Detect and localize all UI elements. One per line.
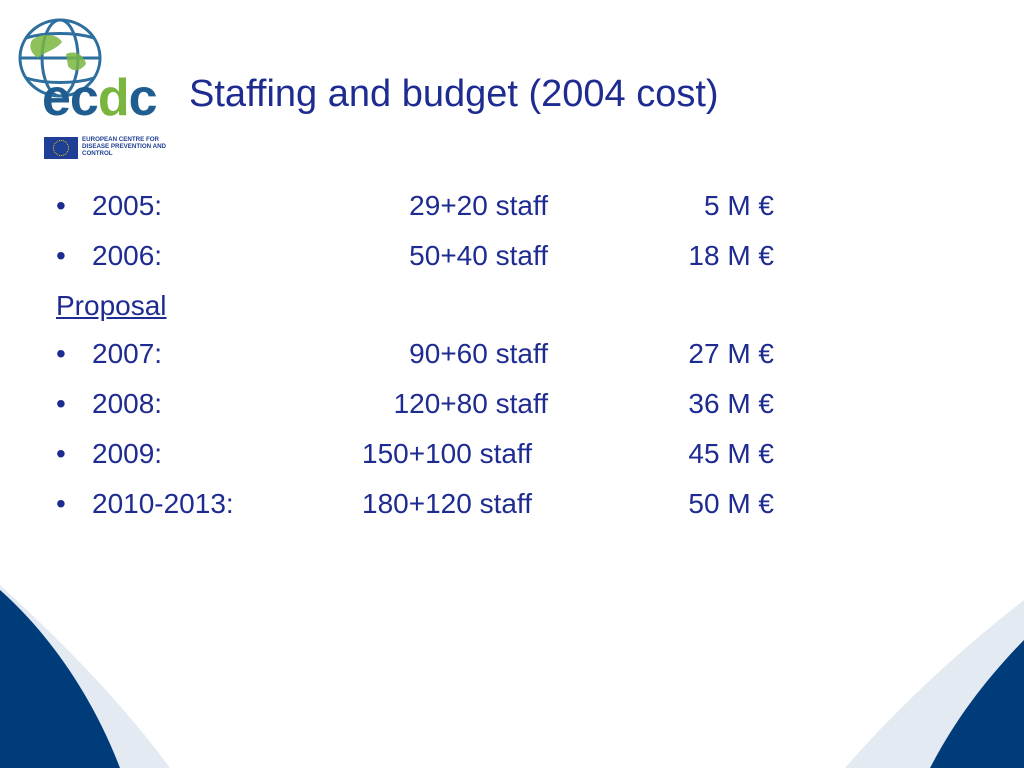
eu-flag-icon: [44, 137, 78, 159]
row-staff: 90+60 staff: [409, 338, 548, 369]
list-item: [0, 334, 1024, 374]
list-item: [0, 384, 1024, 424]
list-item: [0, 186, 1024, 226]
row-year: 2008:: [92, 388, 163, 419]
list-item: [0, 484, 1024, 524]
slide-title: Staffing and budget (2004 cost): [189, 73, 719, 115]
ecdc-logo: [10, 10, 175, 155]
bullet-glyph: •: [56, 190, 66, 221]
row-budget: 36 M €: [688, 388, 774, 419]
row-staff: 180+120 staff: [362, 488, 532, 519]
row-year: 2009:: [92, 438, 163, 469]
row-budget: 50 M €: [688, 488, 774, 519]
row-staff: 50+40 staff: [409, 240, 548, 271]
row-year: 2005:: [92, 190, 163, 221]
proposal-heading: Proposal: [56, 290, 167, 321]
list-item: [0, 434, 1024, 474]
logo-wordmark: ecdc: [42, 69, 157, 127]
row-budget: 27 M €: [688, 338, 774, 369]
bullet-glyph: •: [56, 338, 66, 369]
row-year: 2010-2013:: [92, 488, 234, 519]
dark-swoosh-left: [0, 590, 120, 768]
row-staff: 29+20 staff: [409, 190, 548, 221]
list-item: [0, 236, 1024, 276]
row-staff: 120+80 staff: [393, 388, 548, 419]
bullet-glyph: •: [56, 388, 66, 419]
bullet-glyph: •: [56, 488, 66, 519]
logo-caption: EUROPEAN CENTRE FOR DISEASE PREVENTION AND CONTROL: [82, 136, 167, 157]
row-year: 2007:: [92, 338, 163, 369]
row-budget: 5 M €: [703, 190, 774, 221]
bullet-glyph: •: [56, 240, 66, 271]
row-budget: 45 M €: [688, 438, 774, 469]
row-staff: 150+100 staff: [362, 438, 532, 469]
bullet-glyph: •: [56, 438, 66, 469]
row-budget: 18 M €: [688, 240, 774, 271]
row-year: 2006:: [92, 240, 163, 271]
